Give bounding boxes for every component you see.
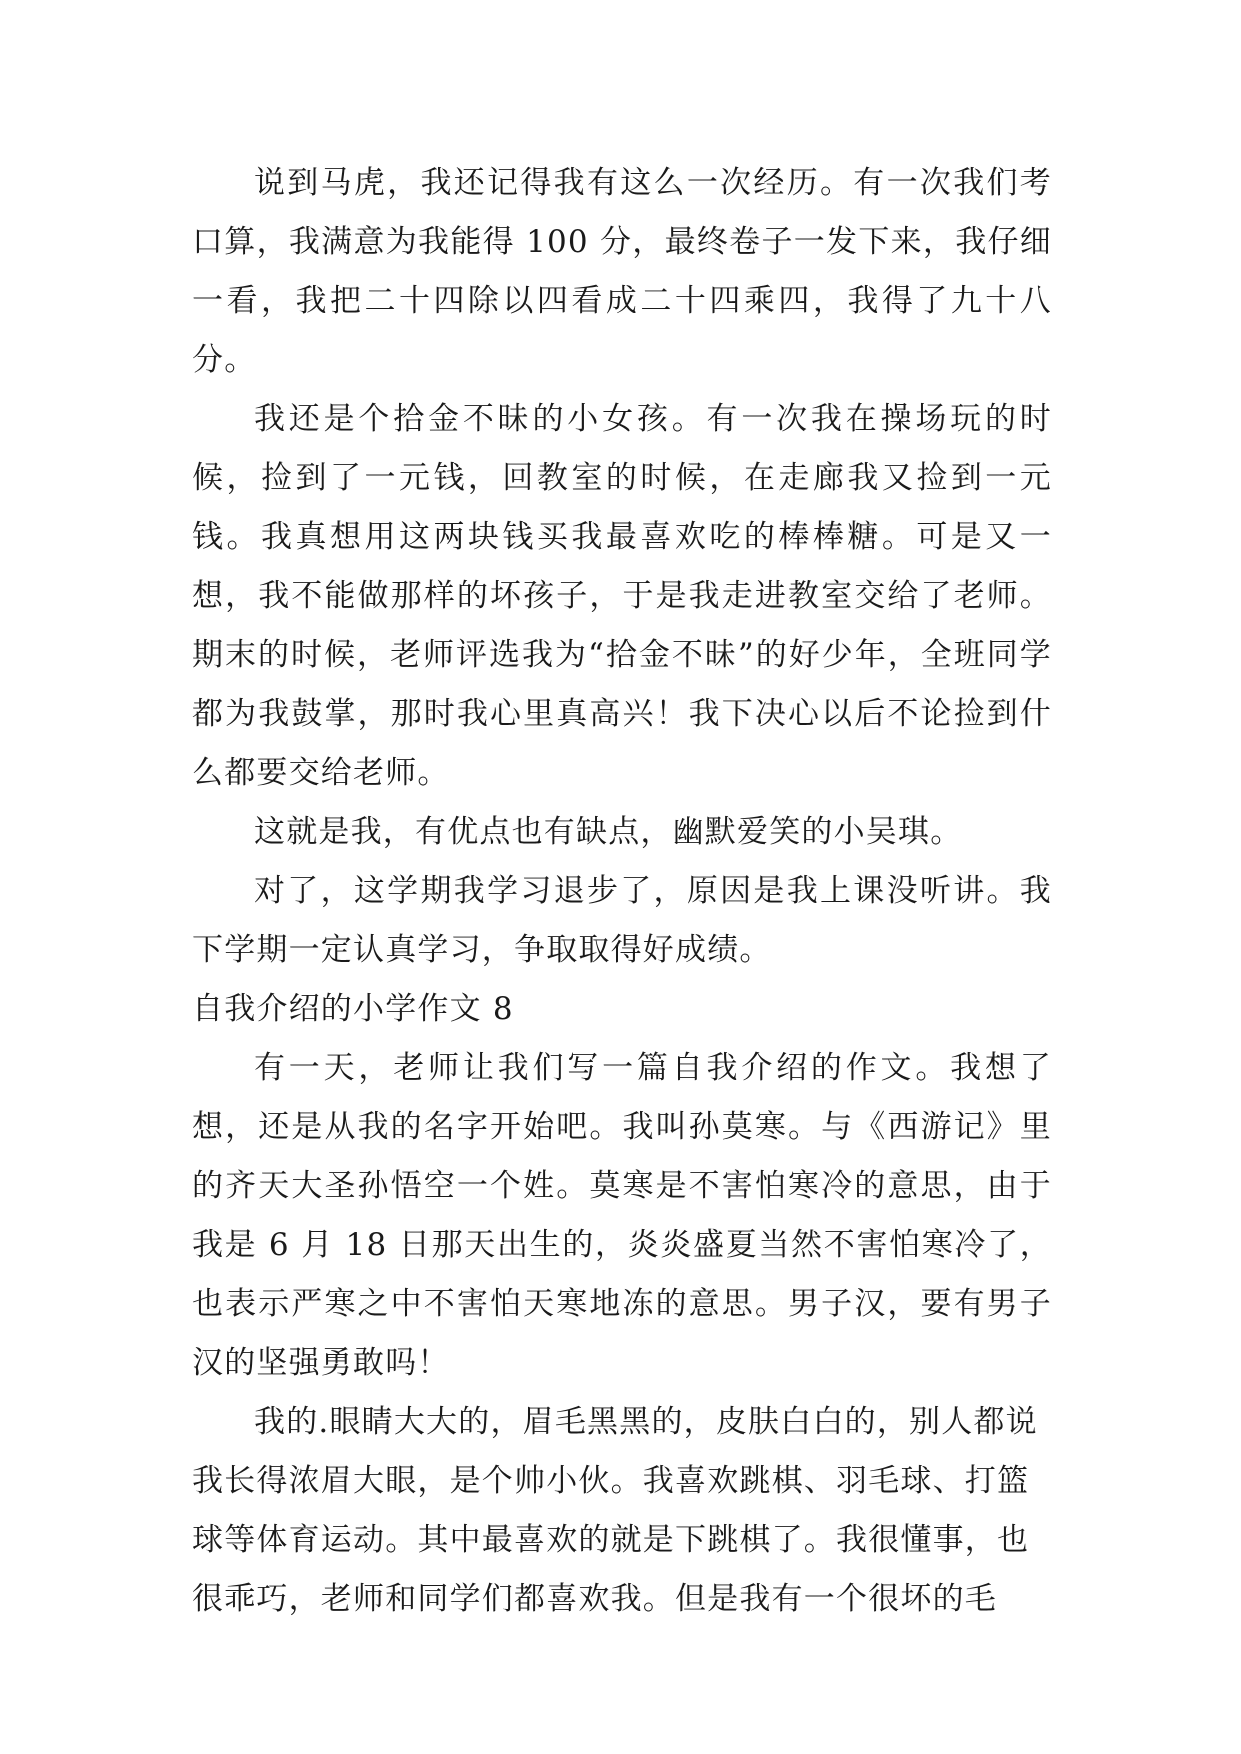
paragraph-summary: 这就是我，有优点也有缺点，幽默爱笑的小吴琪。 — [254, 814, 963, 850]
paragraph-name-intro: 有一天，老师让我们写一篇自我介绍的作文。我想了想，还是从我的名字开始吧。我叫孙莫寒。与《西游记》里的齐天大圣孙悟空一个姓。莫寒是不害怕寒冷的意思，由于我是 6 月 18 日那天出生的，炎炎盛夏当然不害怕寒冷了，也表示严寒之中不害怕天寒地冻的意思。男子汉，要有男子汉的坚强勇敢吗！ — [192, 1050, 1052, 1381]
paragraph-appearance: 我的.眼睛大大的，眉毛黑黑的，皮肤白白的，别人都说我长得浓眉大眼，是个帅小伙。我喜欢跳棋、羽毛球、打篮球等体育运动。其中最喜欢的就是下跳棋了。我很懂事，也很乖巧，老师和同学们都喜欢我。但是我有一个很坏的毛 — [192, 1404, 1038, 1617]
document-body — [192, 154, 1052, 1629]
paragraph-carelessness: 说到马虎，我还记得我有这么一次经历。有一次我们考口算，我满意为我能得 100 分，最终卷子一发下来，我仔细一看，我把二十四除以四看成二十四乘四，我得了九十八分。 — [192, 165, 1052, 378]
paragraph-honesty: 我还是个拾金不昧的小女孩。有一次我在操场玩的时候，捡到了一元钱，回教室的时候，在走廊我又捡到一元钱。我真想用这两块钱买我最喜欢吃的棒棒糖。可是又一想，我不能做那样的坏孩子，于是我走进教室交给了老师。期末的时候，老师评选我为“拾金不昧”的好少年，全班同学都为我鼓掌，那时我心里真高兴！我下决心以后不论捡到什么都要交给老师。 — [192, 401, 1052, 791]
section-heading: 自我介绍的小学作文 8 — [192, 991, 514, 1027]
paragraph-resolution: 对了，这学期我学习退步了，原因是我上课没听讲。我下学期一定认真学习，争取取得好成绩。 — [192, 873, 1052, 968]
